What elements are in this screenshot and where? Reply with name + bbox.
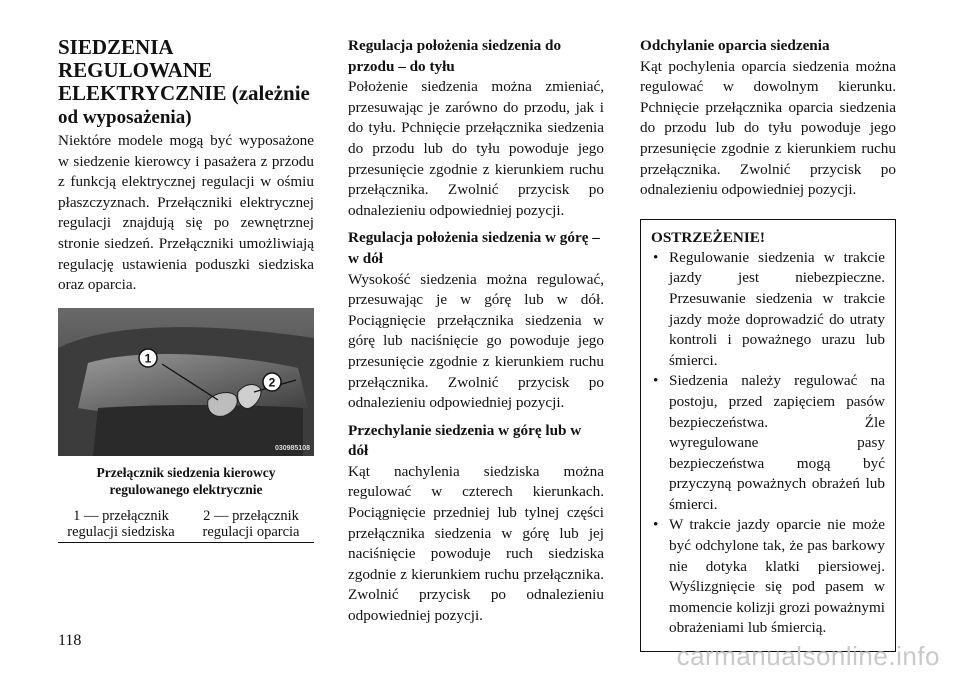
column-right	[640, 36, 896, 652]
callout-2-label: 2	[268, 375, 276, 390]
paragraph-recline: Kąt pochylenia oparcia siedzenia można regulować w dowolnym kierunku. Pchnięcie przełącznika oparcia siedzenia do przodu lub do tyłu powoduje jego przesunięcie zgodnie z kierunkiem ruchu przełącznika. Zwolnić przycisk po odnalezieniu odpowiedniej pozycji.	[640, 57, 896, 199]
column-middle	[348, 36, 604, 627]
warning-box	[640, 219, 896, 652]
section-title-upper: SIEDZENIA REGULOWANE ELEKTRYCZNIE (zależnie	[58, 35, 310, 105]
callout-1-label: 1	[144, 351, 152, 366]
seat-switch-figure	[58, 308, 314, 456]
subheading-recline: Odchylanie oparcia siedzenia	[640, 37, 830, 54]
warning-item: • Regulowanie siedzenia w trakcie jazdy jest niebezpieczne. Przesuwanie siedzenia w trakcie jazdy może doprowadzić do utraty kontroli i poważnego urazu lub śmierci.	[651, 248, 885, 372]
page-number: 118	[58, 632, 82, 649]
legend-item-backrest-switch: 2 — przełącznik regulacji oparcia	[202, 507, 300, 540]
figure-legend	[58, 508, 314, 543]
paragraph-up-down: Wysokość siedzenia można regulować, przesuwając je w górę lub w dół. Pociągnięcie przełącznika siedzenia w górę lub naciśnięcie go powoduje jego przesunięcie zgodnie z kierunkiem ruchu przełącznika. Zwolnić przycisk po odnalezieniu odpowiedniej pozycji.	[348, 270, 604, 412]
seat-illustration	[58, 308, 314, 456]
figure-caption: Przełącznik siedzenia kierowcy regulowanego elektrycznie	[96, 464, 276, 497]
watermark: carmanualsonline.info	[676, 641, 940, 671]
column-left	[58, 36, 314, 543]
warning-item: • Siedzenia należy regulować na postoju, przed zapięciem pasów bezpieczeństwa. Źle wyregulowane pasy bezpieczeństwa mogą być przyczyną poważnych obrażeń lub śmierci.	[651, 371, 885, 515]
subheading-forward-backward: Regulacja położenia siedzenia do przodu – do tyłu	[348, 37, 562, 75]
figure-code: 030985108	[274, 444, 310, 452]
warning-list	[651, 248, 885, 639]
paragraph-forward-backward: Położenie siedzenia można zmieniać, przesuwając je zarówno do przodu, jak i do tyłu. Pchnięcie przełącznika siedzenia do przodu lub do tyłu powoduje jego przesunięcie zgodnie z kierunkiem ruchu przełącznika. Zwolnić przycisk po odnalezieniu odpowiedniej pozycji.	[348, 78, 604, 219]
warning-title: OSTRZEŻENIE!	[651, 228, 765, 246]
subheading-up-down: Regulacja położenia siedzenia w górę – w dół	[348, 229, 600, 267]
section-title-lower: od wyposażenia)	[58, 107, 192, 128]
legend-item-seat-switch: 1 — przełącznik regulacji siedziska	[67, 507, 175, 540]
warning-item: • W trakcie jazdy oparcie nie może być odchylone tak, że pas barkowy nie dotyka klatki piersiowej. Wyślizgnięcie się pod pasem w momencie kolizji grozi poważnymi obrażeniami lub śmiercią.	[651, 515, 885, 639]
section-title	[58, 36, 314, 129]
paragraph-tilt: Kąt nachylenia siedziska można regulować w czterech kierunkach. Pociągnięcie przedniej lub tylnej części przełącznika siedzenia w górę lub jej naciśnięcie powoduje ruch siedziska zgodnie z kierunkiem ruchu przełącznika. Zwolnić przycisk po odnalezieniu odpowiedniej pozycji.	[348, 462, 604, 625]
subheading-tilt: Przechylanie siedzenia w górę lub w dół	[348, 421, 582, 460]
intro-paragraph: Niektóre modele mogą być wyposażone w siedzenie kierowcy i pasażera z przodu z funkcją elektrycznej regulacji w ośmiu płaszczyznach. Przełączniki elektrycznej regulacji znajdują się po zewnętrznej stronie siedzeń. Przełączniki umożliwiają regulację ustawienia poduszki siedziska oraz oparcia.	[58, 132, 314, 294]
